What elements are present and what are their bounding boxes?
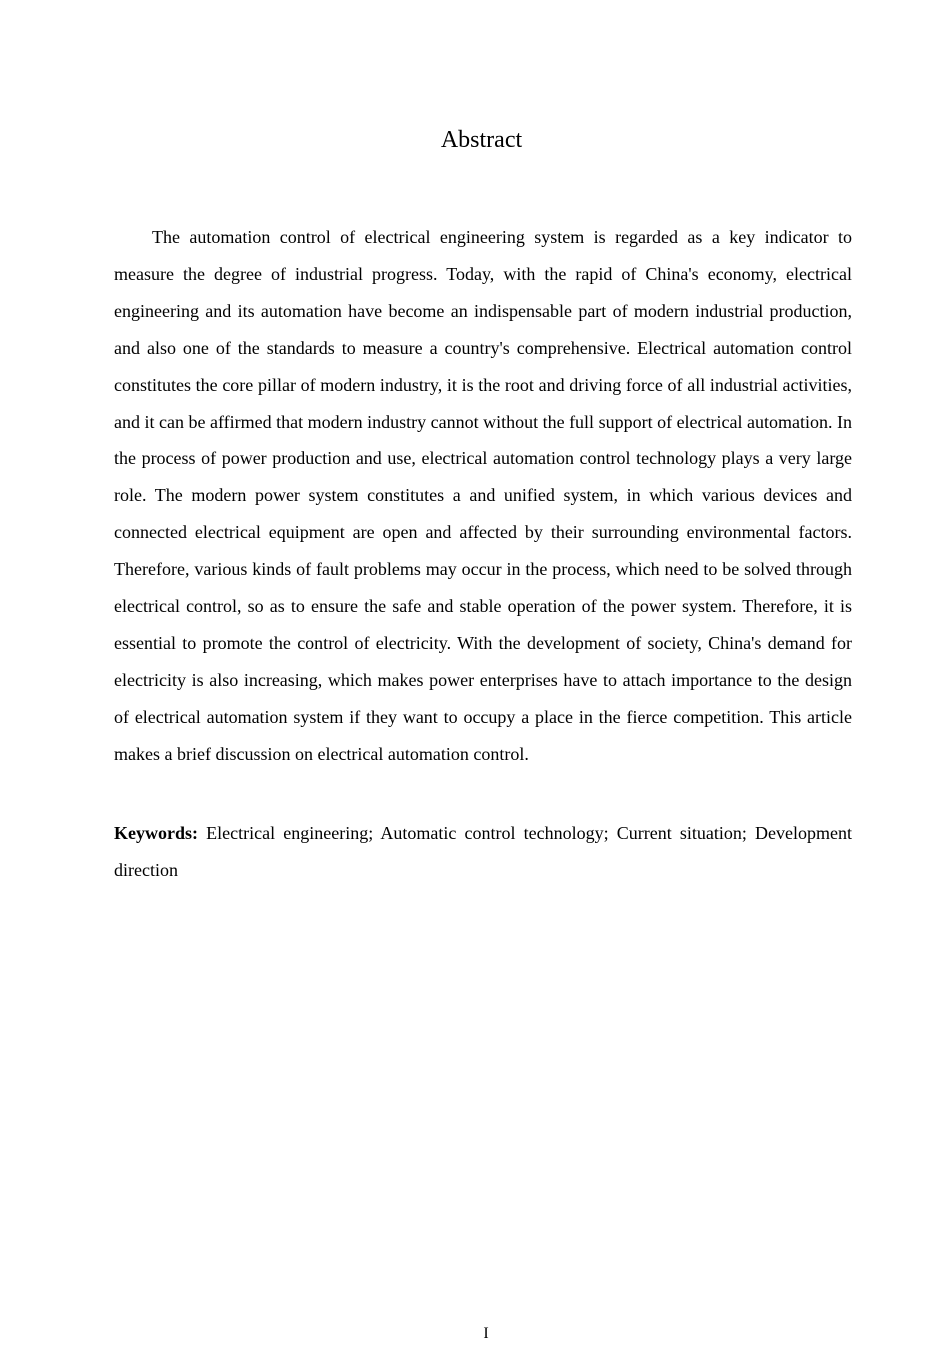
page-number: I <box>483 1325 489 1342</box>
keywords-list: Electrical engineering; Automatic control technology; Current situation; Development direction <box>114 823 853 880</box>
abstract-paragraph: The automation control of electrical engineering system is regarded as a key indicator to measure the degree of industrial progress. Today, with the rapid of China's economy, electrical engineering and its automation have become an indispensable part of modern industrial production, and also one of the standards to measure a country's comprehensive. Electrical automation control constitutes the core pillar of modern industry, it is the root and driving force of all industrial activities, and it can be affirmed that modern industry cannot without the full support of electrical automation. In the process of power production and use, electrical automation control technology plays a very large role. The modern power system constitutes a and unified system, in which various devices and connected electrical equipment are open and affected by their surrounding environmental factors. Therefore, various kinds of fault problems may occur in the process, which need to be solved through electrical control, so as to ensure the safe and stable operation of the power system. Therefore, it is essential to promote the control of electricity. With the development of society, China's demand for electricity is also increasing, which makes power enterprises have to attach importance to the design of electrical automation system if they want to occupy a place in the fierce competition. This article makes a brief discussion on electrical automation control. <box>114 227 852 764</box>
keywords-paragraph <box>114 815 852 888</box>
page-title: Abstract <box>440 127 523 153</box>
keywords-label: Keywords: <box>114 823 198 843</box>
